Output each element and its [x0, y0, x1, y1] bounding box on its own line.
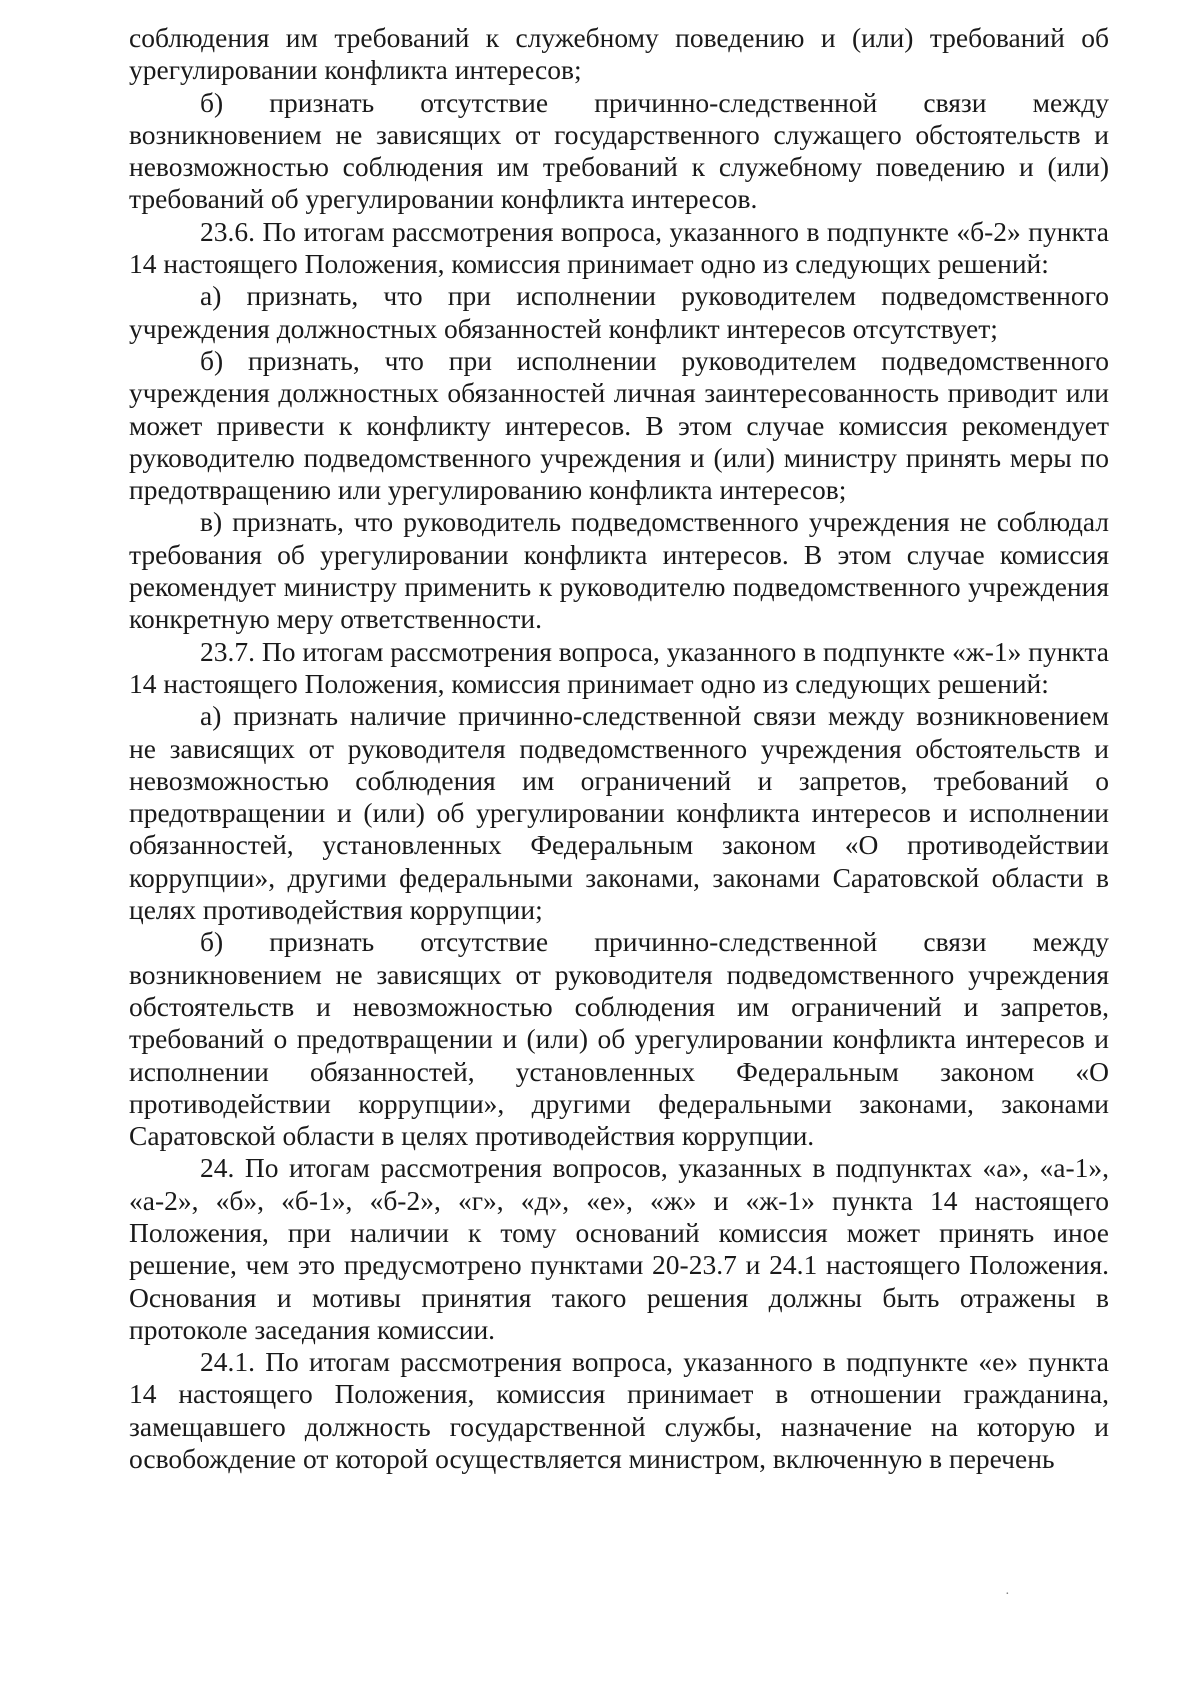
paragraph-23-6: 23.6. По итогам рассмотрения вопроса, указанного в подпункте «б-2» пункта 14 настоящего Положения, комиссия принимает одно из следующих решений: [129, 215, 1109, 280]
paragraph-23-7: 23.7. По итогам рассмотрения вопроса, указанного в подпункте «ж-1» пункта 14 настоящего Положения, комиссия принимает одно из следующих решений: [129, 635, 1109, 699]
paragraph-23-6-b: б) признать, что при исполнении руководителем подведомственного учреждения должностных обязанностей личная заинтересованность приводит или может привести к конфликту интересов. В этом случае комиссия рекомендует руководителю подведомственного учреждения и (или) министру принять меры по предотвращению или урегулированию конфликта интересов; [129, 344, 1109, 506]
paragraph-23-7-b: б) признать отсутствие причинно-следственной связи между возникновением не зависящих от руководителя подведомственного учреждения обстоятельств и невозможностью соблюдения им ограничений и запретов, требований о предотвращении и (или) об урегулировании конфликта интересов и исполнении обязанностей, установленных Федеральным законом «О противодействии коррупции», другими федеральными законами, законами Саратовской области в целях противодействия коррупции. [129, 926, 1109, 1152]
paragraph-24-1: 24.1. По итогам рассмотрения вопроса, указанного в подпункте «е» пункта 14 настоящего Положения, комиссия принимает в отношении гражданина, замещавшего должность государственной службы, назначение на которую и освобождение от которой осуществляется министром, включенную в перечень [129, 1346, 1109, 1475]
paragraph-23-6-a: а) признать, что при исполнении руководителем подведомственного учреждения должностных обязанностей конфликт интересов отсутствует; [129, 280, 1109, 344]
scan-speck: · [1005, 1587, 1010, 1602]
paragraph-23-6-v: в) признать, что руководитель подведомственного учреждения не соблюдал требования об урегулировании конфликта интересов. В этом случае комиссия рекомендует министру применить к руководителю подведомственного учреждения конкретную меру ответственности. [129, 506, 1109, 635]
paragraph-24: 24. По итогам рассмотрения вопросов, указанных в подпунктах «а», «а-1», «а-2», «б», «б-1», «б-2», «г», «д», «е», «ж» и «ж-1» пункта 14 настоящего Положения, при наличии к тому оснований комиссия может принять иное решение, чем это предусмотрено пунктами 20-23.7 и 24.1 настоящего Положения. Основания и мотивы принятия такого решения должны быть отражены в протоколе заседания комиссии. [129, 1152, 1109, 1345]
paragraph-subitem-b: б) признать отсутствие причинно-следственной связи между возникновением не зависящих от государственного служащего обстоятельств и невозможностью соблюдения им требований к служебному поведению и (или) требований об урегулировании конфликта интересов. [129, 86, 1109, 215]
paragraph-23-7-a: а) признать наличие причинно-следственной связи между возникновением не зависящих от руководителя подведомственного учреждения обстоятельств и невозможностью соблюдения им ограничений и запретов, требований о предотвращении и (или) об урегулировании конфликта интересов и исполнении обязанностей, установленных Федеральным законом «О противодействии коррупции», другими федеральными законами, законами Саратовской области в целях противодействия коррупции; [129, 700, 1109, 926]
document-body [129, 22, 1109, 1475]
paragraph-continuation: соблюдения им требований к служебному поведению и (или) требований об урегулировании конфликта интересов; [129, 22, 1109, 86]
